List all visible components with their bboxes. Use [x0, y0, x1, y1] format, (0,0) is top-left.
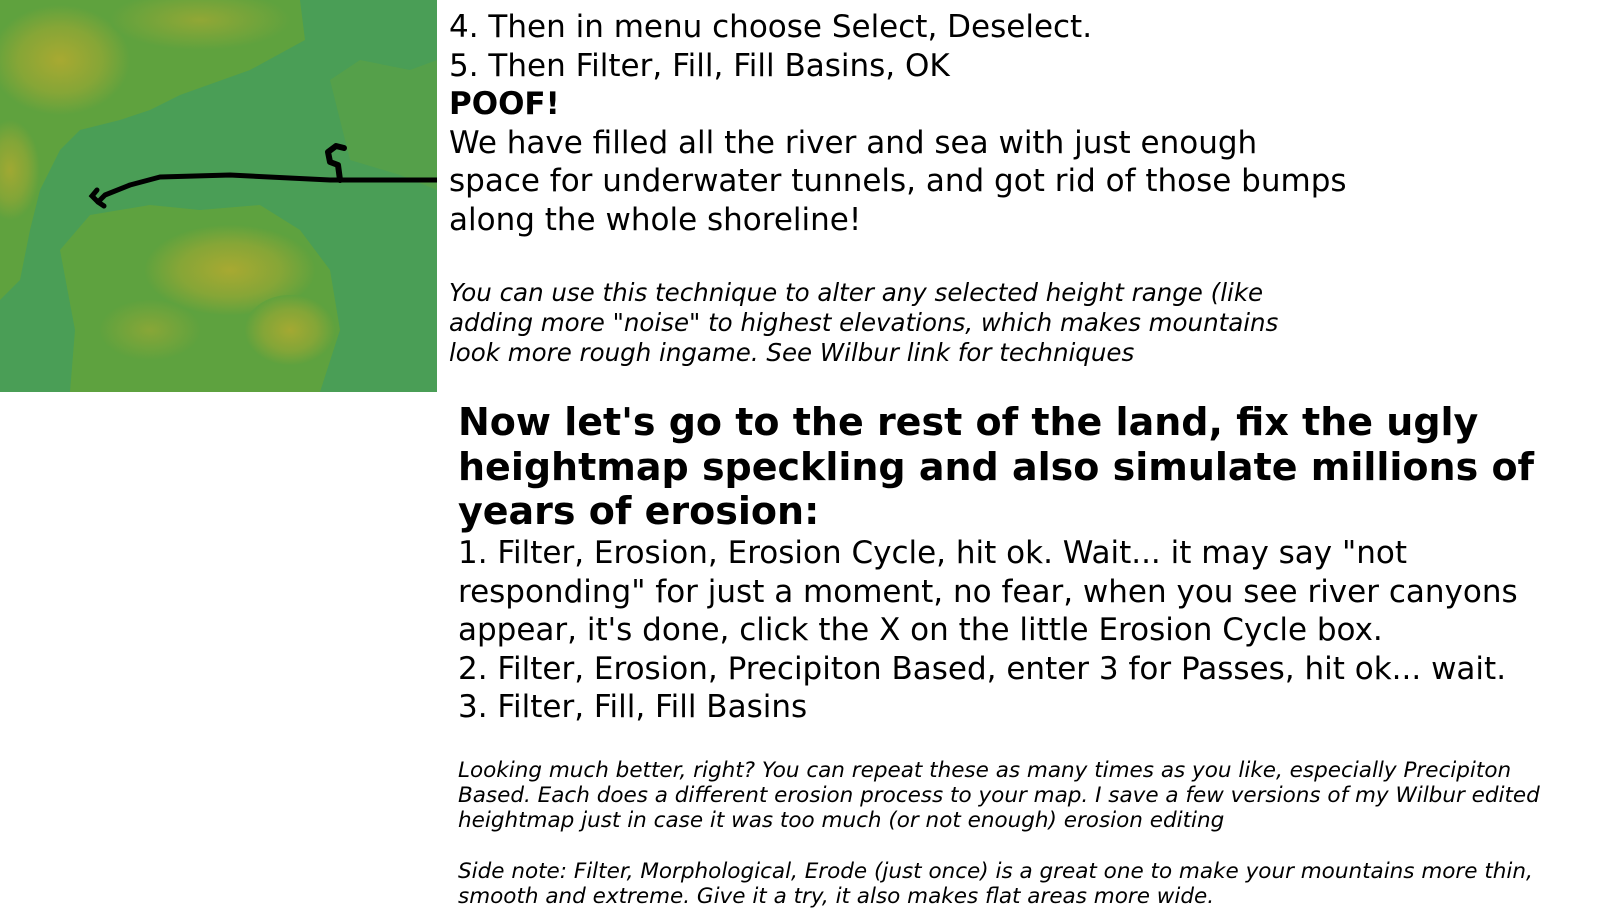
- heading-line: heightmap speckling and also simulate millions of: [458, 444, 1535, 489]
- technique-note: [449, 278, 1278, 368]
- text-line: Looking much better, right? You can repeat these as many times as you like, especially Precipiton: [458, 758, 1512, 783]
- text-line: 5. Then Filter, Fill, Fill Basins, OK: [449, 47, 950, 84]
- hill: [100, 300, 200, 360]
- text-line: responding" for just a moment, no fear, when you see river canyons: [458, 573, 1518, 610]
- poof-heading: POOF!: [449, 86, 560, 122]
- erosion-note: [458, 758, 1540, 833]
- text-line: You can use this technique to alter any selected height range (like: [449, 278, 1264, 307]
- text-line: 2. Filter, Erosion, Precipiton Based, enter 3 for Passes, hit ok... wait.: [458, 650, 1507, 687]
- text-line: Side note: Filter, Morphological, Erode (just once) is a great one to make your mountains more thin,: [458, 859, 1533, 884]
- heading-line: Now let's go to the rest of the land, fix the ugly: [458, 400, 1479, 444]
- section-heading: [458, 400, 1534, 534]
- heading-line: years of erosion:: [458, 489, 820, 533]
- heightmap-preview-image: [0, 0, 437, 392]
- text-line: appear, it's done, click the X on the little Erosion Cycle box.: [458, 612, 1383, 648]
- text-line: 4. Then in menu choose Select, Deselect.: [449, 9, 1093, 45]
- text-line: adding more "noise" to highest elevations, which makes mountains: [449, 308, 1279, 337]
- instruction-steps-top: [449, 8, 1347, 239]
- text-line: 1. Filter, Erosion, Erosion Cycle, hit ok. Wait... it may say "not: [458, 535, 1408, 571]
- text-line: smooth and extreme. Give it a try, it also makes flat areas more wide.: [458, 884, 1215, 909]
- text-line: We have filled all the river and sea with just enough: [449, 124, 1258, 161]
- text-line: look more rough ingame. See Wilbur link for techniques: [449, 338, 1135, 367]
- text-line: heightmap just in case it was too much (or not enough) erosion editing: [458, 808, 1225, 833]
- text-line: 3. Filter, Fill, Fill Basins: [458, 689, 808, 725]
- text-line: along the whole shoreline!: [449, 201, 862, 238]
- hill: [245, 295, 335, 365]
- text-line: Based. Each does a different erosion process to your map. I save a few versions of my Wilbur edited: [458, 783, 1540, 808]
- side-note: [458, 859, 1533, 909]
- erosion-steps: [458, 534, 1518, 727]
- text-line: space for underwater tunnels, and got rid of those bumps: [449, 163, 1347, 199]
